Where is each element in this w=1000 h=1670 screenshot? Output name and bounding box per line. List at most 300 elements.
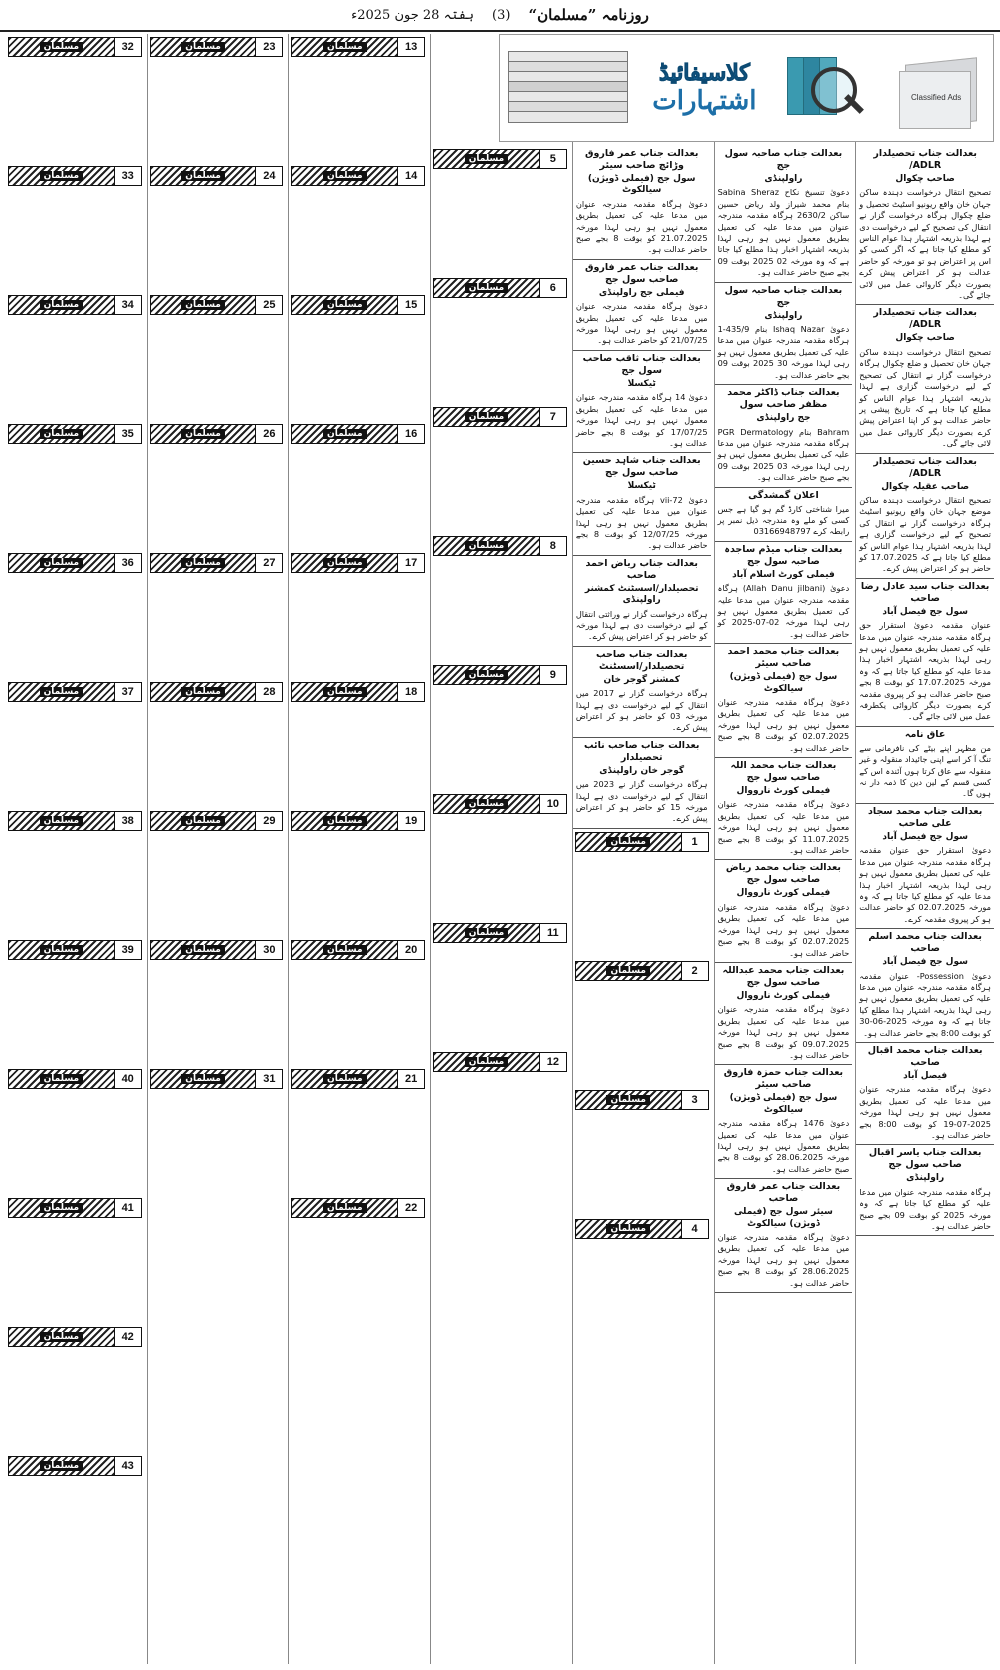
notice-text <box>573 854 711 958</box>
notice-label-strip <box>9 1070 114 1088</box>
notice-header <box>291 295 425 315</box>
notice-label: مسلمان <box>181 1074 225 1084</box>
notice-text <box>6 1220 144 1324</box>
notice-label-strip <box>434 924 539 942</box>
notice-label-strip <box>292 1199 397 1217</box>
classified-ad <box>856 1145 994 1236</box>
notice-label: مسلمان <box>40 558 84 568</box>
notice-header <box>150 1069 284 1089</box>
ad-court-subtitle: تحصیلدار/اسسٹنٹ کمشنر راولپنڈی <box>584 583 699 606</box>
ad-body: دعویٰ ہرگاہ مقدمہ مندرجہ عنوان میں مدعا علیہ کی تعمیل بطریق معمول نہیں ہو رہی لہذا مورخہ 2025-07-19 کو بوقت 8:00 بجے حاضر عدالت ہو۔ <box>859 1084 991 1140</box>
ad-court-subtitle: سول جج (فیملی ڈویژن) سیالکوٹ <box>587 174 696 196</box>
notice-text <box>6 317 144 421</box>
notice-label: مسلمان <box>465 283 509 293</box>
ad-court-subtitle: صاحب چکوال <box>895 333 955 344</box>
notice-number: 16 <box>397 425 424 443</box>
notice-header <box>433 149 567 169</box>
notice-header <box>8 1327 142 1347</box>
notice-text <box>148 575 286 679</box>
notice-label-strip <box>151 296 256 314</box>
notice-label: مسلمان <box>40 816 84 826</box>
notice-label-strip <box>292 941 397 959</box>
notice-label: مسلمان <box>181 429 225 439</box>
notice-label-strip <box>434 1053 539 1071</box>
notice-number: 43 <box>114 1457 141 1475</box>
notice-label: مسلمان <box>323 42 367 52</box>
notice-label: مسلمان <box>606 837 650 847</box>
notice-text <box>431 171 569 275</box>
notice-text <box>289 317 427 421</box>
notice-label: مسلمان <box>181 945 225 955</box>
notice-label-strip <box>292 812 397 830</box>
notice-label-strip <box>434 537 539 555</box>
notice-label: مسلمان <box>323 171 367 181</box>
page-number: (3) <box>492 7 511 23</box>
notice-label-strip <box>292 167 397 185</box>
notice-header <box>8 295 142 315</box>
classified-folder-icon <box>895 43 985 133</box>
ad-body: تصحیح انتقال درخواست دہندہ ساکن موضع جہان خان واقع ریونیو اسٹیٹ ہرگاہ درخواست گزار نے انتقال کی تصحیح کے لیے درخواست گزاری ہے لہذا بذریعہ اشتہار ہذا عوام الناس کو مطلع کیا جاتا ہے کہ 17.07.2025 کو حاضر ہو کر اعتراض پیش کرے۔ <box>859 494 992 574</box>
notice-header <box>433 278 567 298</box>
ad-court-title: بعدالت جناب صاحبہ سول جج <box>724 284 843 308</box>
ad-court-title: بعدالت جناب ثاقب صاحب سول جج <box>582 352 701 376</box>
notice-text <box>431 945 569 1049</box>
notice-number: 12 <box>539 1053 566 1071</box>
classified-ad <box>715 488 853 542</box>
notice-number: 3 <box>681 1091 708 1109</box>
notice-label: مسلمان <box>465 928 509 938</box>
notice-number: 35 <box>114 425 141 443</box>
classified-ad <box>856 146 994 305</box>
notice-number: 1 <box>681 833 708 851</box>
column-3 <box>572 34 711 1664</box>
notice-header <box>8 37 142 57</box>
notice-text <box>148 59 286 163</box>
notice-label-strip <box>9 1457 114 1475</box>
ad-court-subtitle: صاحب عقیلہ چکوال <box>881 481 970 492</box>
notice-label: مسلمان <box>465 1057 509 1067</box>
notice-header <box>291 811 425 831</box>
notice-label: مسلمان <box>40 429 84 439</box>
column-1 <box>855 34 994 1664</box>
notice-number: 40 <box>114 1070 141 1088</box>
classified-ad <box>715 1179 853 1293</box>
ad-court-title: بعدالت جناب صاحب تحصیلدار/اسسٹنٹ <box>596 648 688 672</box>
notice-number: 30 <box>255 941 282 959</box>
notice-header <box>8 166 142 186</box>
ad-body: میرا شناختی کارڈ گم ہو گیا ہے جس کسی کو ملے وہ مندرجہ ذیل نمبر پر رابطہ کرے 03166948797 <box>717 503 850 537</box>
notice-number: 23 <box>255 38 282 56</box>
notice-label-strip <box>292 425 397 443</box>
ad-body: دعویٰ تنسیخ نکاح Sabina Sheraz بنام محمد شیراز ولد ریاض حسین ساکن 2630/2 ہرگاہ مقدمہ مندرجہ عنوان میں مدعا علیہ کی تعمیل بطریق معمول نہیں ہو رہی لہذا بذریعہ اشتہار اخبار ہذا مطلع کیا جاتا ہے کہ وہ مورخہ 02 2025 بوقت 09 بجے صبح حاضر عدالت ہو۔ <box>717 187 850 278</box>
notice-number: 6 <box>539 279 566 297</box>
notice-number: 15 <box>397 296 424 314</box>
newspaper-name: روزنامہ ”مسلمان“ <box>528 6 649 24</box>
ad-body: دعویٰ (Allah Danu jilbani) ہرگاہ مقدمہ مندرجہ عنوان میں مدعا علیہ کی تعمیل بطریق معمول نہیں ہو رہی لہذا مورخہ 02-07-2025 کو حاضر عدالت ہو۔ <box>717 583 850 639</box>
notice-text <box>6 446 144 550</box>
notice-text <box>6 1091 144 1195</box>
notice-header <box>575 1219 709 1239</box>
notice-label-strip <box>9 683 114 701</box>
notice-text <box>289 188 427 292</box>
notice-label: مسلمان <box>323 687 367 697</box>
notice-header <box>150 37 284 57</box>
ad-court-subtitle: فیملی کورٹ نارووال <box>736 888 831 899</box>
ad-court-title: بعدالت جناب صاحب نائب تحصیلدار <box>583 739 700 763</box>
ad-court-subtitle: فیملی جج راولپنڈی <box>598 287 685 298</box>
notice-text <box>6 833 144 937</box>
notice-header <box>8 424 142 444</box>
notice-header <box>291 424 425 444</box>
notice-number: 18 <box>397 683 424 701</box>
notice-label-strip <box>151 683 256 701</box>
ad-court-title: بعدالت جناب محمد عبداللہ صاحب سول جج <box>722 964 845 988</box>
notice-text <box>573 1112 711 1216</box>
notice-label-strip <box>9 1328 114 1346</box>
notice-header <box>150 553 284 573</box>
notice-label: مسلمان <box>465 541 509 551</box>
notice-label-strip <box>151 38 256 56</box>
notice-label: مسلمان <box>40 687 84 697</box>
ad-court-subtitle: گوجر خان راولپنڈی <box>599 765 685 776</box>
ad-court-subtitle: ٹیکسلا <box>627 481 656 492</box>
ad-body: تصحیح انتقال درخواست دہندہ ساکن جہان خان واقع ریونیو اسٹیٹ تحصیل و ضلع چکوال ہرگاہ درخواست گزار نے انتقال کی تصحیح کے لیے درخواست دی ہے لہذا بذریعہ اشتہار ہذا عوام الناس کو مطلع کیا جاتا ہے کہ اگر کسی کو اس پر اعتراض ہو تو مورخہ کو حاضر عدالت ہو کر اعتراض پیش کرے بصورت دیگر کاروائی عمل میں لائی جائے گی۔ <box>859 187 991 301</box>
notice-number: 9 <box>539 666 566 684</box>
notice-header <box>433 794 567 814</box>
ad-court-title: بعدالت جناب عمر فاروق صاحب سول جج <box>584 261 699 285</box>
notice-header <box>433 536 567 556</box>
notice-text <box>6 962 144 1066</box>
notice-label: مسلمان <box>40 1203 84 1213</box>
notice-header <box>8 1198 142 1218</box>
notice-text <box>289 1091 427 1195</box>
classified-title <box>652 60 756 116</box>
magnifier-binders-icon <box>781 43 871 133</box>
notice-label-strip <box>434 150 539 168</box>
classified-ad <box>573 556 711 647</box>
notice-text <box>148 188 286 292</box>
ad-body: تصحیح انتقال درخواست دہندہ ساکن جہان خان تحصیل و ضلع چکوال ہرگاہ درخواست گزار نے انتقال کی تصحیح کے لیے درخواست گزاری ہے لہذا بذریعہ اشتہار ہذا عوام الناس کو مطلع کیا جاتا ہے کہ تاریخ پیشی پر حاضر عدالت ہو کر اپنا اعتراض پیش کرے بصورت دیگر کاروائی عمل میں لائی جائے گی۔ <box>859 346 991 449</box>
notice-header <box>8 1456 142 1476</box>
notice-text <box>6 59 144 163</box>
classified-ad <box>715 1065 853 1179</box>
notice-header <box>575 832 709 852</box>
ad-body: من مظہر اپنے بیٹے کی نافرمانی سے تنگ آ کر اسے اپنی جائیداد منقولہ و غیر منقولہ سے عاق کرتا ہوں آئندہ اس کے کسی قسم کے لین دین کا ذمہ دار نہ ہوں گا۔ <box>859 742 991 799</box>
notice-label-strip <box>292 296 397 314</box>
ad-court-subtitle: صاحب چکوال <box>895 174 955 184</box>
notice-text <box>289 59 427 163</box>
notice-label-strip <box>576 1091 681 1109</box>
ad-court-title: بعدالت جناب عمر فاروق وڑائچ صاحب سیئر <box>584 148 699 171</box>
notice-number: 25 <box>255 296 282 314</box>
notice-label-strip <box>434 408 539 426</box>
notice-header <box>8 940 142 960</box>
notice-number: 31 <box>255 1070 282 1088</box>
classified-ad <box>715 385 853 487</box>
notice-text <box>289 1220 427 1324</box>
notice-label-strip <box>9 425 114 443</box>
notice-header <box>291 166 425 186</box>
classified-ad <box>715 758 853 860</box>
notice-text <box>431 816 569 920</box>
notice-label-strip <box>576 962 681 980</box>
notice-number: 11 <box>539 924 566 942</box>
classified-banner <box>499 34 994 142</box>
notice-text <box>148 704 286 808</box>
classified-ad <box>856 804 994 929</box>
notice-label: مسلمان <box>181 300 225 310</box>
notice-text <box>289 962 427 1066</box>
notice-header <box>150 811 284 831</box>
notice-label-strip <box>292 554 397 572</box>
notice-label: مسلمان <box>181 171 225 181</box>
column-5 <box>288 34 427 1664</box>
notice-label-strip <box>9 812 114 830</box>
notice-label-strip <box>151 812 256 830</box>
ad-court-title: بعدالت جناب محمد اللہ صاحب سول جج <box>730 760 837 784</box>
notice-number: 29 <box>255 812 282 830</box>
ad-court-title: بعدالت جناب ڈاکٹر محمد مظفر صاحب سول <box>727 387 840 411</box>
ad-court-title: بعدالت جناب سید عادل رضا صاحب <box>860 580 990 604</box>
notice-header <box>8 1069 142 1089</box>
notice-label: مسلمان <box>40 300 84 310</box>
ad-body: دعویٰ استقرار حق عنوان مقدمہ ہرگاہ مقدمہ مندرجہ عنوان میں مدعا علیہ کی تعمیل بطریق معمول نہیں ہو رہی لہذا بذریعہ اشتہار اخبار ہذا مدعا علیہ کو مطلع کیا جاتا ہے کہ وہ مورخہ 02.07.2025 کو حاضر عدالت ہو کر پیروی مقدمہ کرے۔ <box>859 845 992 924</box>
ad-body: دعویٰ ہرگاہ مقدمہ مندرجہ عنوان میں مدعا علیہ کی تعمیل بطریق معمول نہیں ہو رہی لہذا مورخہ 02.07.2025 کو بوقت 8 بجے صبح حاضر عدالت ہو۔ <box>717 901 850 958</box>
ad-court-subtitle: کمشنر گوجر خان <box>603 674 680 685</box>
notice-header <box>291 37 425 57</box>
notice-number: 10 <box>539 795 566 813</box>
ad-court-title: بعدالت جناب تحصیلدار ADLR/ <box>873 148 977 171</box>
notice-number: 36 <box>114 554 141 572</box>
ad-body: دعویٰ ہرگاہ مقدمہ مندرجہ عنوان میں مدعا علیہ کی تعمیل بطریق معمول نہیں ہو رہی لہذا مورخہ 21/07/25 کو حاضر عدالت ہو۔ <box>575 301 708 346</box>
notice-text <box>431 1074 569 1178</box>
ad-court-title: بعدالت جناب محمد اقبال صاحب <box>867 1044 983 1068</box>
notice-number: 7 <box>539 408 566 426</box>
notice-label: مسلمان <box>606 966 650 976</box>
notice-header <box>8 811 142 831</box>
notice-number: 41 <box>114 1199 141 1217</box>
ad-body: عنوان مقدمہ دعویٰ استقرار حق ہرگاہ مقدمہ مندرجہ عنوان میں مدعا علیہ کی تعمیل بطریق معمول نہیں ہو رہی لہذا بذریعہ اشتہار اخبار ہذا مدعا علیہ کو مطلع کیا جاتا ہے کہ وہ مورخہ 17.07.2025 کو بوقت 8 بجے صبح حاضر عدالت ہو کر پیروی مقدمہ کرے بصورت دیگر کاروائی یکطرفہ عمل میں لائی جائے گی۔ <box>859 620 992 722</box>
notice-number: 2 <box>681 962 708 980</box>
ad-court-title: عاق نامہ <box>904 728 946 740</box>
column-6 <box>147 34 286 1664</box>
notice-label-strip <box>151 1070 256 1088</box>
ad-court-subtitle: جج راولپنڈی <box>756 413 811 424</box>
notice-number: 42 <box>114 1328 141 1346</box>
notice-text <box>431 558 569 662</box>
notice-number: 34 <box>114 296 141 314</box>
notice-label: مسلمان <box>323 300 367 310</box>
notice-text <box>431 429 569 533</box>
ad-court-title: اعلان گمشدگی <box>748 489 819 501</box>
notice-label: مسلمان <box>465 799 509 809</box>
classified-ad <box>573 647 711 738</box>
notice-text <box>148 1091 286 1195</box>
classified-ad <box>856 579 994 727</box>
notice-number: 38 <box>114 812 141 830</box>
ad-court-subtitle: فیصل آباد <box>903 1070 948 1081</box>
ad-body: دعویٰ 1476 ہرگاہ مقدمہ مندرجہ عنوان میں مدعا علیہ کی تعمیل بطریق معمول نہیں ہو رہی لہذا مورخہ 28.06.2025 کو بوقت 8 بجے صبح حاضر عدالت ہو۔ <box>717 1118 850 1174</box>
notice-label: مسلمان <box>323 429 367 439</box>
ad-court-title: بعدالت جناب صاحبہ سول جج <box>724 148 843 171</box>
notice-text <box>6 188 144 292</box>
classified-ad <box>573 738 711 829</box>
ad-body: دعویٰ Ishaq Nazar بنام 435/9-1 ہرگاہ مقدمہ مندرجہ عنوان میں مدعا علیہ کی تعمیل بطریق معمول نہیں ہو رہی لہذا مورخہ 30 2025 بوقت 09 بجے حاضر عدالت ہو۔ <box>717 324 850 380</box>
notice-label: مسلمان <box>465 670 509 680</box>
classified-ad <box>573 146 711 260</box>
ad-body: دعویٰ 14 ہرگاہ مقدمہ مندرجہ عنوان میں مدعا علیہ کی تعمیل بطریق معمول نہیں ہو رہی لہذا مورخہ 17/07/25 کو بوقت 8 بجے حاضر عدالت ہو۔ <box>575 392 708 448</box>
notice-label: مسلمان <box>323 1074 367 1084</box>
ad-court-subtitle: راولپنڈی <box>764 310 803 321</box>
notice-number: 5 <box>539 150 566 168</box>
ad-body: دعویٰ ہرگاہ مقدمہ مندرجہ عنوان میں مدعا علیہ کی تعمیل بطریق معمول نہیں ہو رہی لہذا مورخہ 21.07.2025 کو بوقت 8 بجے صبح حاضر عدالت ہو۔ <box>575 198 708 255</box>
notice-label: مسلمان <box>181 558 225 568</box>
notice-label-strip <box>151 941 256 959</box>
notice-text <box>6 575 144 679</box>
notice-number: 14 <box>397 167 424 185</box>
classified-ad <box>715 542 853 644</box>
notice-label-strip <box>9 38 114 56</box>
ad-body: ہرگاہ مقدمہ مندرجہ عنوان میں مدعا علیہ کو مطلع کیا جاتا ہے کہ وہ مورخہ 2025 کو بوقت 09 بجے صبح حاضر عدالت ہو۔ <box>859 1186 991 1232</box>
notice-number: 13 <box>397 38 424 56</box>
classified-ad <box>856 929 994 1043</box>
notice-number: 20 <box>397 941 424 959</box>
ad-court-subtitle: سیئر سول جج (فیملی ڈویژن) سیالکوٹ <box>733 1207 833 1229</box>
notice-text <box>289 704 427 808</box>
ad-court-title: بعدالت جناب محمد اسلم صاحب <box>868 931 982 955</box>
notice-header <box>291 553 425 573</box>
ad-court-subtitle: راولپنڈی <box>906 1173 945 1184</box>
notice-label: مسلمان <box>40 1461 84 1471</box>
masthead <box>0 0 1000 32</box>
notice-number: 24 <box>255 167 282 185</box>
notice-text <box>573 1241 711 1345</box>
notice-label-strip <box>292 38 397 56</box>
ad-body: ہرگاہ درخواست گزار نے 2017 میں انتقال کے لیے درخواست دی ہے لہذا مورخہ 03 کو حاضر ہو کر اعتراض پیش کرے۔ <box>575 688 708 733</box>
notice-text <box>148 962 286 1066</box>
notice-label: مسلمان <box>40 42 84 52</box>
notice-label-strip <box>151 167 256 185</box>
classified-title-line1: کلاسیفائیڈ <box>658 60 750 86</box>
classified-ad <box>715 146 853 283</box>
notice-number: 33 <box>114 167 141 185</box>
ad-court-subtitle: فیملی کورٹ اسلام آباد <box>732 569 835 580</box>
notice-text <box>148 317 286 421</box>
ad-body: دعویٰ ہرگاہ مقدمہ مندرجہ عنوان میں مدعا علیہ کی تعمیل بطریق معمول نہیں ہو رہی لہذا مورخہ 09.07.2025 کو بوقت 8 بجے صبح حاضر عدالت ہو۔ <box>717 1004 850 1060</box>
notice-label: مسلمان <box>323 558 367 568</box>
notice-header <box>575 961 709 981</box>
notice-number: 26 <box>255 425 282 443</box>
classified-ad <box>573 260 711 351</box>
ad-body: دعویٰ Possession- عنوان مقدمہ ہرگاہ مقدمہ مندرجہ عنوان میں مدعا علیہ کی تعمیل بطریق معمول نہیں ہو رہی لہذا بذریعہ اشتہار ہذا مطلع کیا جاتا ہے کہ وہ مورخہ 2025-06-30 کو بوقت 8:00 بجے حاضر عدالت ہو۔ <box>859 970 991 1038</box>
notice-header <box>150 424 284 444</box>
notice-label: مسلمان <box>323 1203 367 1213</box>
notice-text <box>148 833 286 937</box>
ad-court-title: بعدالت جناب میڈم ساجدہ صاحبہ سول جج <box>724 543 843 567</box>
notice-text <box>6 1349 144 1453</box>
ad-court-subtitle: فیملی کورٹ نارووال <box>736 786 831 797</box>
notice-number: 4 <box>681 1220 708 1238</box>
ad-court-subtitle: سول جج (فیملی ڈویژن) سیالکوٹ <box>729 1093 838 1115</box>
notice-number: 22 <box>397 1199 424 1217</box>
notice-text <box>289 575 427 679</box>
ad-body: دعویٰ vii-72 ہرگاہ مقدمہ مندرجہ عنوان میں مدعا علیہ کی تعمیل بطریق معمول نہیں ہو رہی لہذا مورخہ 12/07/25 کو بوقت 8 بجے حاضر عدالت ہو۔ <box>575 494 708 551</box>
notice-header <box>433 923 567 943</box>
notice-label-strip <box>151 425 256 443</box>
notice-text <box>6 1478 144 1582</box>
notice-text <box>431 300 569 404</box>
classified-ad <box>715 963 853 1065</box>
notice-label-strip <box>576 833 681 851</box>
ad-court-title: بعدالت جناب حمزہ فاروق صاحب سیئر <box>723 1067 844 1091</box>
notice-label-strip <box>9 941 114 959</box>
notice-label: مسلمان <box>40 1074 84 1084</box>
notice-header <box>150 682 284 702</box>
ad-court-title: بعدالت جناب یاسر اقبال صاحب سول جج <box>868 1147 982 1171</box>
notice-header <box>433 665 567 685</box>
notice-number: 27 <box>255 554 282 572</box>
ad-court-title: بعدالت جناب عمر فاروق صاحب <box>726 1181 841 1205</box>
notice-label-strip <box>9 296 114 314</box>
classified-ad <box>573 351 711 453</box>
notice-label-strip <box>434 666 539 684</box>
notice-header <box>291 1198 425 1218</box>
folder-label: Classified Ads <box>910 93 962 102</box>
notice-label-strip <box>9 554 114 572</box>
ad-body: دعویٰ ہرگاہ مقدمہ مندرجہ عنوان میں مدعا علیہ کی تعمیل بطریق معمول نہیں ہو رہی لہذا مورخہ 28.06.2025 کو بوقت 8 بجے صبح حاضر عدالت ہو۔ <box>717 1232 850 1288</box>
notice-header <box>291 1069 425 1089</box>
ad-court-title: بعدالت جناب شاہد حسین صاحب سول جج <box>582 455 701 479</box>
ad-court-title: بعدالت جناب ریاض احمد صاحب <box>585 557 698 581</box>
notice-label: مسلمان <box>181 42 225 52</box>
ad-body: ہرگاہ درخواست گزار نے 2023 میں انتقال کے لیے درخواست دی ہے لہذا مورخہ 15 کو حاضر ہو کر اعتراض پیش کرے۔ <box>575 779 708 824</box>
notice-label: مسلمان <box>323 945 367 955</box>
notice-text <box>431 687 569 791</box>
notice-label-strip <box>9 167 114 185</box>
notice-number: 32 <box>114 38 141 56</box>
notice-label: مسلمان <box>606 1224 650 1234</box>
ad-court-subtitle: ٹیکسلا <box>627 378 656 389</box>
classified-ad <box>856 727 994 804</box>
issue-date: ہفتہ 28 جون 2025ء <box>351 7 475 23</box>
column-7 <box>6 34 144 1664</box>
notice-label: مسلمان <box>40 945 84 955</box>
ad-body: دعویٰ ہرگاہ مقدمہ مندرجہ عنوان میں مدعا علیہ کی تعمیل بطریق معمول نہیں ہو رہی لہذا مورخہ 11.07.2025 کو بوقت 8 بجے صبح حاضر عدالت ہو۔ <box>717 799 850 856</box>
notice-number: 39 <box>114 941 141 959</box>
ad-court-title: بعدالت جناب محمد سجاد علی صاحب <box>868 805 983 829</box>
notice-number: 17 <box>397 554 424 572</box>
column-4 <box>430 34 569 1664</box>
notice-number: 19 <box>397 812 424 830</box>
notice-label: مسلمان <box>465 412 509 422</box>
notice-number: 8 <box>539 537 566 555</box>
notice-text <box>289 833 427 937</box>
notice-label: مسلمان <box>465 154 509 164</box>
ad-court-title: بعدالت جناب تحصیلدار ADLR/ <box>873 455 977 479</box>
notice-header <box>433 407 567 427</box>
notice-header <box>8 553 142 573</box>
notice-label-strip <box>292 1070 397 1088</box>
notice-label-strip <box>9 1199 114 1217</box>
notice-label-strip <box>292 683 397 701</box>
classified-ad <box>715 860 853 962</box>
ad-court-subtitle: سول جج (فیملی ڈویژن) سیالکوٹ <box>729 672 838 694</box>
notice-label-strip <box>434 279 539 297</box>
notice-text <box>6 704 144 808</box>
classified-ad <box>573 453 711 555</box>
classified-ad <box>856 454 994 579</box>
notice-header <box>291 940 425 960</box>
